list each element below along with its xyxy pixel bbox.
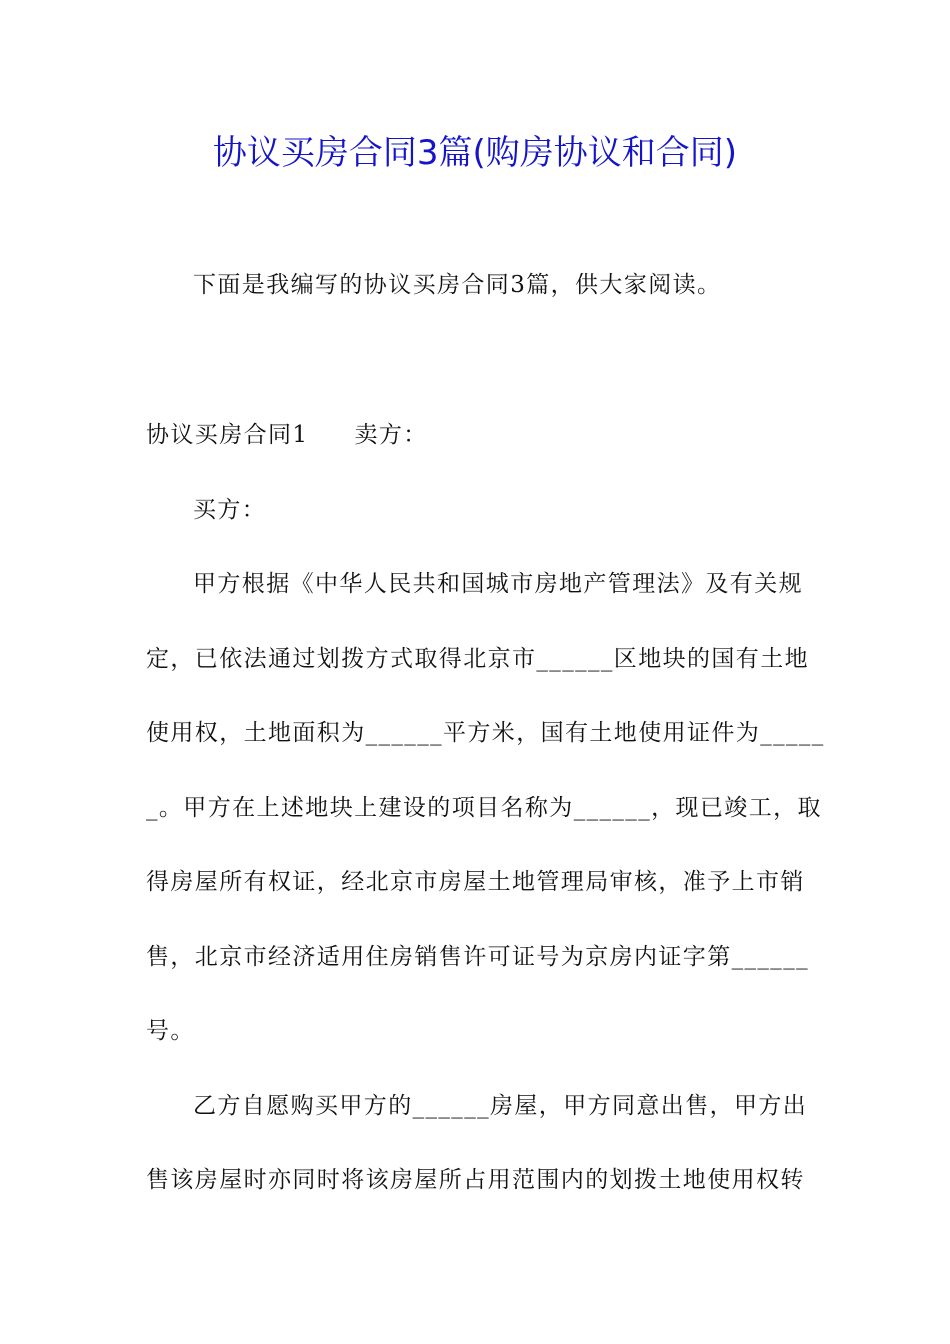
section-heading: 协议买房合同1 (146, 422, 309, 448)
body-line-2: 定，已依法通过划拨方式取得北京市______区地块的国有土地 (146, 646, 809, 672)
body-line-4: _。甲方在上述地块上建设的项目名称为______，现已竣工，取 (146, 795, 822, 821)
body-line-5: 得房屋所有权证，经北京市房屋土地管理局审核，准予上市销 (146, 869, 805, 895)
body-line-9: 售该房屋时亦同时将该房屋所占用范围内的划拨土地使用权转 (146, 1167, 805, 1193)
body-line-8: 乙方自愿购买甲方的______房屋，甲方同意出售，甲方出 (193, 1093, 808, 1119)
intro-paragraph: 下面是我编写的协议买房合同3篇，供大家阅读。 (193, 272, 722, 298)
seller-label: 卖方： (354, 422, 428, 448)
body-line-7: 号。 (146, 1018, 195, 1044)
body-line-6: 售，北京市经济适用住房销售许可证号为京房内证字第______ (146, 944, 809, 970)
body-line-3: 使用权，土地面积为______平方米，国有土地使用证件为_____ (146, 720, 825, 746)
buyer-label: 买方： (193, 497, 267, 523)
section-heading-line (146, 418, 810, 452)
body-line-1: 甲方根据《中华人民共和国城市房地产管理法》及有关规 (193, 571, 803, 597)
document-title: 协议买房合同3篇(购房协议和合同) (212, 133, 738, 173)
